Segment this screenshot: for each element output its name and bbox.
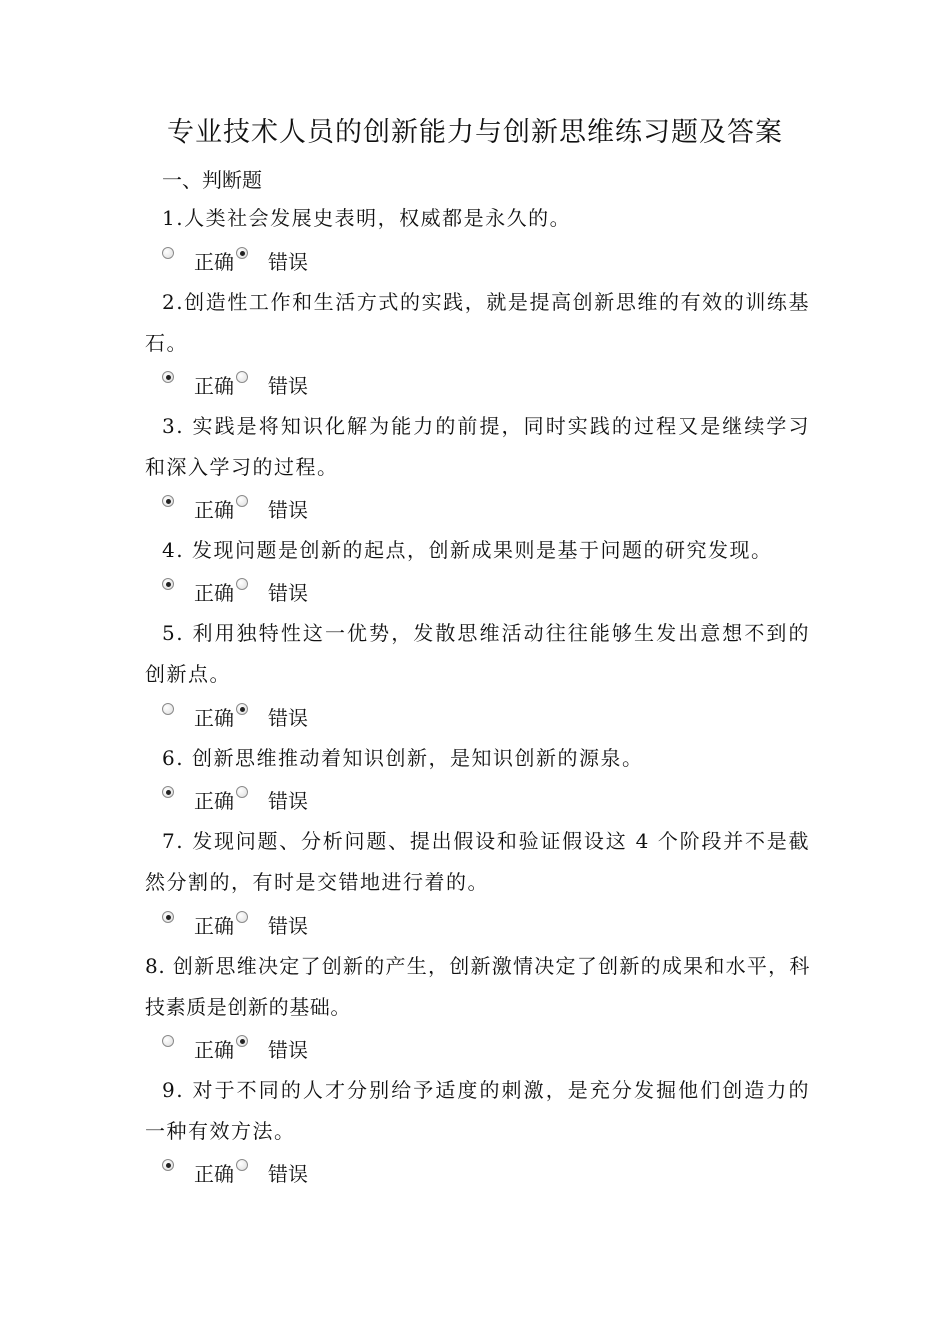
radio-wrong[interactable] (236, 911, 248, 923)
answer-options-8 (162, 1033, 308, 1063)
radio-wrong[interactable] (236, 247, 248, 259)
question-number: 4. (162, 538, 185, 562)
question-number: 9. (162, 1078, 185, 1102)
answer-options-7 (162, 909, 308, 939)
option-label-correct: 正确 (194, 249, 234, 274)
question-9 (145, 1070, 810, 1152)
option-label-wrong: 错误 (268, 1161, 308, 1186)
option-label-wrong: 错误 (268, 497, 308, 522)
option-label-correct: 正确 (194, 788, 234, 813)
option-label-correct: 正确 (194, 1037, 234, 1062)
section-heading: 一、判断题 (162, 168, 262, 192)
radio-wrong[interactable] (236, 703, 248, 715)
radio-correct[interactable] (162, 1159, 174, 1171)
option-label-wrong: 错误 (268, 249, 308, 274)
question-1 (145, 198, 810, 239)
question-text: 发现问题、分析问题、提出假设和验证假设这 4 个阶段并不是截然分割的，有时是交错地进行着的。 (145, 829, 810, 894)
question-number: 5. (162, 621, 185, 645)
answer-options-4 (162, 576, 308, 606)
question-text: 人类社会发展史表明，权威都是永久的。 (184, 206, 572, 230)
option-label-wrong: 错误 (268, 705, 308, 730)
answer-options-1 (162, 245, 308, 275)
question-8 (145, 946, 810, 1028)
question-text: 创新思维推动着知识创新，是知识创新的源泉。 (191, 746, 644, 770)
question-number: 3. (162, 414, 185, 438)
option-label-correct: 正确 (194, 373, 234, 398)
option-label-correct: 正确 (194, 497, 234, 522)
radio-wrong[interactable] (236, 1035, 248, 1047)
option-label-wrong: 错误 (268, 1037, 308, 1062)
question-5 (145, 613, 810, 695)
radio-wrong[interactable] (236, 495, 248, 507)
radio-correct[interactable] (162, 703, 174, 715)
option-label-wrong: 错误 (268, 788, 308, 813)
question-text: 对于不同的人才分别给予适度的刺激，是充分发掘他们创造力的一种有效方法。 (145, 1078, 811, 1143)
option-label-correct: 正确 (194, 705, 234, 730)
option-label-correct: 正确 (194, 580, 234, 605)
radio-wrong[interactable] (236, 371, 248, 383)
question-number: 8. (145, 954, 166, 978)
answer-options-2 (162, 369, 308, 399)
option-label-correct: 正确 (194, 1161, 234, 1186)
radio-correct[interactable] (162, 578, 174, 590)
question-6 (145, 738, 810, 779)
question-7 (145, 821, 810, 903)
answer-options-3 (162, 493, 308, 523)
radio-wrong[interactable] (236, 786, 248, 798)
radio-wrong[interactable] (236, 578, 248, 590)
radio-wrong[interactable] (236, 1159, 248, 1171)
option-label-wrong: 错误 (268, 580, 308, 605)
option-label-wrong: 错误 (268, 913, 308, 938)
radio-correct[interactable] (162, 247, 174, 259)
option-label-correct: 正确 (194, 913, 234, 938)
radio-correct[interactable] (162, 1035, 174, 1047)
radio-correct[interactable] (162, 786, 174, 798)
answer-options-5 (162, 701, 308, 731)
question-text: 实践是将知识化解为能力的前提，同时实践的过程又是继续学习和深入学习的过程。 (145, 414, 811, 479)
radio-correct[interactable] (162, 371, 174, 383)
question-4 (145, 530, 810, 571)
answer-options-6 (162, 784, 308, 814)
question-text: 利用独特性这一优势，发散思维活动往往能够生发出意想不到的创新点。 (145, 621, 811, 686)
radio-correct[interactable] (162, 911, 174, 923)
answer-options-9 (162, 1157, 308, 1187)
question-text: 创新思维决定了创新的产生，创新激情决定了创新的成果和水平，科技素质是创新的基础。 (145, 954, 810, 1019)
radio-correct[interactable] (162, 495, 174, 507)
question-text: 创造性工作和生活方式的实践，就是提高创新思维的有效的训练基石。 (145, 290, 810, 355)
question-2 (145, 282, 810, 364)
question-3 (145, 406, 810, 488)
question-number: 6. (162, 746, 185, 770)
page-title: 专业技术人员的创新能力与创新思维练习题及答案 (167, 117, 783, 148)
question-number: 7. (162, 829, 185, 853)
question-text: 发现问题是创新的起点，创新成果则是基于问题的研究发现。 (191, 538, 773, 562)
question-number: 2. (162, 290, 185, 314)
option-label-wrong: 错误 (268, 373, 308, 398)
question-number: 1. (162, 206, 185, 230)
